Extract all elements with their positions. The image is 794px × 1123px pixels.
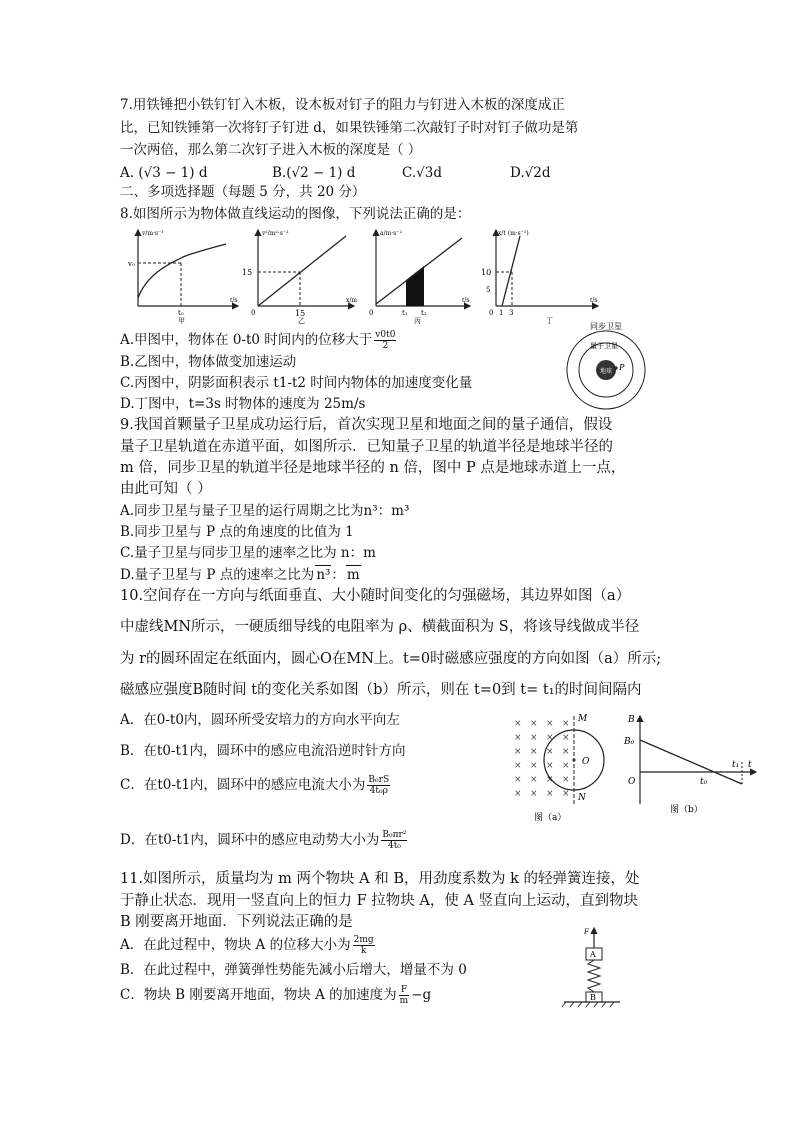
- spring: [588, 960, 600, 992]
- earth-label: 地球: [600, 368, 613, 375]
- q8-option-d: D.丁图中，t=3s 时物体的速度为 25m/s: [120, 396, 366, 412]
- q10-line-4: 磁感应强度B随时间 t的变化关系如图（b）所示，则在 t=0到 t= t₁的时间间隔内: [120, 682, 642, 698]
- field-cross-mark: ×: [546, 761, 554, 771]
- jia-xtick: t₀: [178, 309, 184, 317]
- section-heading-multiple-choice: 二、多项选择题（每题 5 分，共 20 分）: [120, 184, 366, 200]
- yi-xtick: 15: [295, 309, 306, 318]
- q7-option-d: D.√2d: [510, 165, 551, 181]
- q8-option-a: [120, 330, 398, 351]
- q8-option-a-denominator: 2: [382, 341, 389, 351]
- force-label: F: [584, 928, 589, 936]
- q9-option-d-root-1: n³: [316, 567, 331, 583]
- jia-ylabel: v/m·s⁻¹: [142, 230, 164, 237]
- q9-line-4: 由此可知（ ）: [120, 481, 212, 497]
- q7-line-1: 7.用铁锤把小铁钉钉入木板，设木板对钉子的阻力与钉进入木板的深度成正: [120, 97, 565, 113]
- field-cross-mark: ×: [546, 733, 554, 743]
- bing-origin: 0: [369, 309, 374, 317]
- ding-origin: 0: [489, 309, 494, 317]
- line-ding: [502, 236, 520, 306]
- bing-xtick-2: t₂: [421, 309, 427, 317]
- field-cross-mark: ×: [530, 761, 538, 771]
- q7-option-a: A. (√3 − 1) d: [120, 165, 208, 181]
- point-p: [614, 366, 617, 369]
- q11-option-c-fraction: [399, 985, 410, 1006]
- shaded-area-bing: [406, 266, 424, 306]
- graph-yi: [242, 230, 357, 324]
- field-cross-mark: ×: [514, 775, 522, 785]
- field-cross-mark: ×: [514, 761, 522, 771]
- block-a-label: A: [590, 950, 596, 959]
- fig-b-t0: t₀: [700, 777, 708, 787]
- bing-caption: 丙: [414, 317, 421, 324]
- curve-jia: [138, 244, 226, 298]
- satellite-orbit-figure: [560, 320, 652, 412]
- q8-option-a-numerator: v0t0: [375, 330, 396, 340]
- quantum-satellite-label: 量子卫星: [590, 342, 618, 350]
- q11-option-a-numerator: 2mg: [353, 935, 374, 945]
- field-cross-mark: ×: [514, 733, 522, 743]
- field-cross-mark: ×: [530, 789, 538, 799]
- fig-a-caption: 图（a）: [534, 813, 567, 823]
- center-o: [573, 759, 576, 762]
- q10-option-c-numerator: B₀rS: [368, 775, 390, 785]
- field-cross-mark: ×: [562, 747, 570, 757]
- q9-option-d-text: D.量子卫星与 P 点的速率之比为: [120, 567, 315, 583]
- q11-option-b: B．在此过程中，弹簧弹性势能先减小后增大，增量不为 0: [120, 962, 467, 978]
- yi-origin: 0: [251, 309, 256, 317]
- yi-ytick: 15: [242, 268, 253, 277]
- label-m: M: [578, 714, 588, 724]
- label-n: N: [578, 793, 586, 803]
- bing-ylabel: a/m·s⁻²: [380, 230, 402, 237]
- q11-option-c-text: C．物块 B 刚要离开地面，物块 A 的加速度为: [120, 987, 397, 1003]
- q11-option-a: [120, 935, 377, 956]
- q11-option-a-text: A．在此过程中，物块 A 的位移大小为: [120, 937, 351, 953]
- q10-figure-b: [620, 712, 760, 816]
- field-cross-mark: ×: [546, 789, 554, 799]
- yi-xlabel: x/m: [346, 297, 358, 304]
- q9-option-d: [120, 565, 361, 584]
- q9-option-b: B.同步卫星与 P 点的角速度的比值为 1: [120, 524, 354, 540]
- q10-line-2: 中虚线MN所示，一硬质细导线的电阻率为 ρ、横截面积为 S，将该导线做成半径: [120, 619, 640, 635]
- q8-option-b: B.乙图中，物体做变加速运动: [120, 354, 297, 370]
- q11-line-2: 于静止状态．现用一竖直向上的恒力 F 拉物块 A，使 A 竖直向上运动，直到物块: [120, 893, 639, 909]
- q7-option-b: B.(√2 − 1) d: [272, 165, 356, 181]
- field-cross-mark: ×: [562, 789, 570, 799]
- q10-option-d: [120, 830, 409, 851]
- q10-option-d-text: D．在t0-t1内，圆环中的感应电动势大小为: [120, 832, 380, 848]
- q8-option-c: C.丙图中，阴影面积表示 t1-t2 时间内物体的加速度变化量: [120, 375, 473, 391]
- field-cross-mark: ×: [562, 775, 570, 785]
- q10-option-d-denominator: 4t₀: [387, 841, 401, 851]
- graph-jia: [127, 230, 238, 324]
- ding-xlabel: t/s: [590, 297, 598, 304]
- synchronous-satellite-label: 同步卫星: [590, 322, 622, 331]
- yi-caption: 乙: [298, 317, 305, 324]
- q10-option-c-fraction: [367, 775, 390, 796]
- field-cross-mark: ×: [514, 789, 522, 799]
- q8-graphs: [126, 226, 606, 324]
- fig-b-b0: B₀: [624, 737, 635, 747]
- bing-xlabel: t/s: [462, 297, 470, 304]
- q10-option-a: A．在0-t0内，圆环所受安培力的方向水平向左: [120, 712, 400, 728]
- q8-stem: 8.如图所示为物体做直线运动的图像，下列说法正确的是：: [120, 206, 471, 222]
- field-cross-mark: ×: [546, 719, 554, 729]
- spring-blocks-figure: [556, 924, 626, 1008]
- jia-xlabel: t/s: [230, 297, 238, 304]
- q9-line-2: 量子卫星轨道在赤道平面，如图所示．已知量子卫星的轨道半径是地球半径的: [120, 439, 613, 455]
- q7-line-2: 比，已知铁锤第一次将钉子钉进 d，如果铁锤第二次敲钉子时对钉子做功是第: [120, 120, 579, 136]
- field-cross-mark: ×: [530, 775, 538, 785]
- q10-option-d-numerator: B₀πr²: [382, 830, 407, 840]
- label-o: O: [582, 757, 590, 767]
- q10-option-c-denominator: 4t₀ρ: [369, 786, 388, 796]
- q9-option-a: A.同步卫星与量子卫星的运行周期之比为n³：m³: [120, 503, 410, 519]
- field-cross-mark: ×: [514, 719, 522, 729]
- block-b-label: B: [590, 993, 596, 1002]
- ding-ytick-2: 5: [486, 286, 491, 294]
- field-cross-mark: ×: [562, 733, 570, 743]
- bing-xtick-1: t₁: [402, 309, 408, 317]
- q10-figure-a: [506, 712, 610, 824]
- q11-line-1: 11.如图所示，质量均为 m 两个物块 A 和 B，用劲度系数为 k 的轻弹簧连接，处: [120, 871, 640, 887]
- b-t-line: [640, 740, 742, 784]
- field-cross-mark: ×: [514, 747, 522, 757]
- point-p-label: P: [619, 363, 625, 372]
- q11-line-3: B 刚要离开地面．下列说法正确的是: [120, 914, 353, 930]
- ding-xtick-1: 1: [499, 309, 504, 317]
- line-yi: [258, 236, 346, 306]
- q7-option-c: C.√3d: [402, 165, 442, 181]
- ding-ylabel: x/t (m·s⁻¹): [498, 230, 529, 237]
- q11-option-c-suffix: −g: [411, 987, 432, 1003]
- q11-option-a-fraction: [353, 935, 375, 956]
- field-cross-mark: ×: [562, 719, 570, 729]
- field-cross-mark: ×: [562, 761, 570, 771]
- fig-b-t1: t₁: [732, 760, 740, 770]
- ding-caption: 丁: [546, 317, 553, 324]
- q9-line-3: m 倍，同步卫星的轨道半径是地球半径的 n 倍，图中 P 点是地球赤道上一点，: [120, 460, 626, 476]
- q10-option-b: B．在t0-t1内，圆环中的感应电流沿逆时针方向: [120, 743, 406, 759]
- fig-b-origin: O: [628, 777, 636, 787]
- q11-option-a-denominator: k: [360, 946, 367, 956]
- jia-ytick: v₀: [128, 260, 135, 268]
- q10-line-3: 为 r的圆环固定在纸面内，圆心O在MN上。t=0时磁感应强度的方向如图（a）所示;: [120, 651, 662, 667]
- q11-option-c: [120, 985, 431, 1006]
- field-cross-mark: ×: [530, 733, 538, 743]
- q9-option-c: C.量子卫星与同步卫星的速率之比为 n：m: [120, 545, 376, 561]
- fig-b-axis-t: t: [748, 760, 752, 770]
- graph-bing: [369, 230, 470, 324]
- ground-hatching: [562, 1002, 614, 1007]
- yi-ylabel: v²/m²·s⁻²: [262, 230, 289, 237]
- q8-option-a-fraction: [374, 330, 396, 351]
- fig-b-caption: 图（b）: [670, 805, 703, 815]
- q10-option-c: [120, 775, 392, 796]
- q7-line-3: 一次两倍，那么第二次钉子进入木板的深度是（ ）: [120, 142, 422, 158]
- q11-option-c-numerator: F: [399, 985, 410, 996]
- ding-ytick: 10: [481, 268, 492, 277]
- q10-option-d-fraction: [381, 830, 407, 851]
- fig-b-axis-b: B: [628, 715, 635, 725]
- field-cross-mark: ×: [530, 747, 538, 757]
- q9-option-d-sep: ：: [331, 567, 345, 583]
- ding-xtick-2: 3: [509, 309, 514, 317]
- field-cross-mark: ×: [546, 747, 554, 757]
- field-cross-mark: ×: [546, 775, 554, 785]
- field-cross-mark: ×: [530, 719, 538, 729]
- q10-option-c-text: C．在t0-t1内，圆环中的感应电流大小为: [120, 777, 366, 793]
- q10-line-1: 10.空间存在一方向与纸面垂直、大小随时间变化的匀强磁场，其边界如图（a）: [120, 588, 631, 604]
- q9-option-d-root-2: m: [346, 567, 360, 583]
- jia-caption: 甲: [178, 317, 185, 324]
- graph-ding: [481, 230, 598, 324]
- q8-option-a-text: A.甲图中，物体在 0-t0 时间内的位移大于: [120, 332, 373, 348]
- q11-option-c-denominator: m: [399, 996, 409, 1006]
- q9-line-1: 9.我国首颗量子卫星成功运行后，首次实现卫星和地面之间的量子通信，假设: [120, 417, 613, 433]
